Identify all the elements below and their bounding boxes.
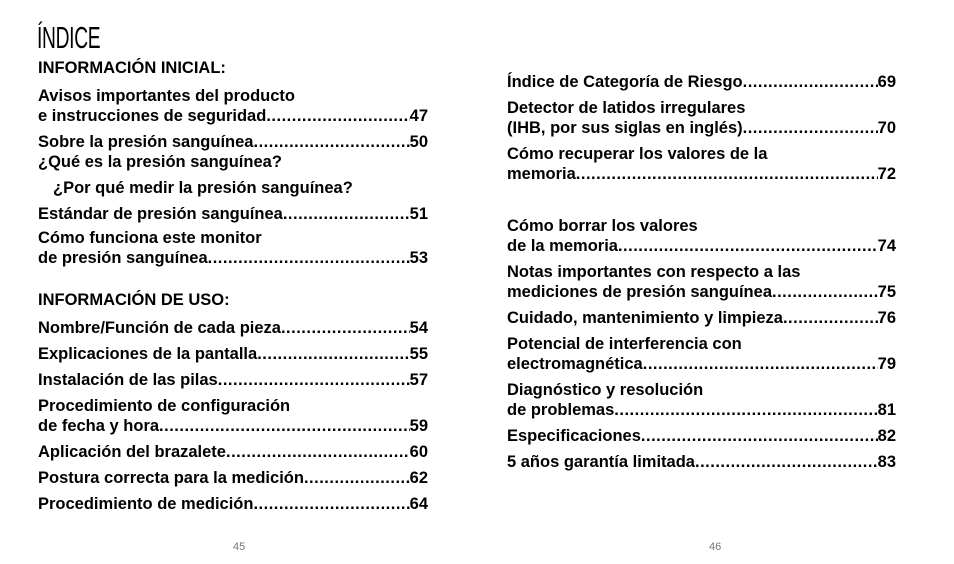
section-heading-use: INFORMACIÓN DE USO: (38, 291, 230, 309)
toc-page-number: 70 (877, 119, 896, 137)
toc-page-number: 62 (409, 469, 428, 487)
toc-entry-por-que-medir[interactable] (38, 178, 428, 198)
leader-dots (618, 236, 878, 256)
leader-dots (257, 344, 409, 364)
toc-entry-nombre-funcion[interactable] (38, 318, 428, 338)
toc-entry-borrar[interactable] (507, 216, 896, 256)
toc-page-number: 75 (877, 283, 896, 301)
toc-entry-garantia[interactable] (507, 452, 896, 472)
leader-dots (159, 416, 410, 436)
toc-entry-text: Instalación de las pilas (38, 371, 218, 389)
leader-dots (783, 308, 878, 328)
toc-entry-brazalete[interactable] (38, 442, 428, 462)
toc-entry-text: Postura correcta para la medición (38, 469, 304, 487)
leader-dots (743, 118, 878, 138)
toc-entry-text: e instrucciones de seguridad (38, 107, 267, 125)
toc-page-number: 55 (409, 345, 428, 363)
toc-page-number: 74 (877, 237, 896, 255)
toc-entry-text: Sobre la presión sanguínea (38, 133, 254, 151)
toc-entry-pilas[interactable] (38, 370, 428, 390)
toc-page-number: 47 (409, 107, 428, 125)
leader-dots (253, 132, 409, 152)
toc-entry-text: Detector de latidos irregulares (507, 99, 746, 117)
toc-page-number: 60 (409, 443, 428, 461)
toc-page-number: 83 (877, 453, 896, 471)
toc-right-column (507, 72, 896, 472)
toc-entry-avisos[interactable] (38, 86, 428, 126)
leader-dots (304, 468, 410, 488)
leader-dots (576, 164, 878, 184)
leader-dots (643, 354, 878, 374)
toc-entry-text: (IHB, por sus siglas en inglés) (507, 119, 743, 137)
toc-page-number: 72 (877, 165, 896, 183)
leader-dots (641, 426, 878, 446)
leader-dots (695, 452, 878, 472)
page-number-right: 46 (709, 541, 722, 553)
toc-page-number: 64 (409, 495, 428, 513)
leader-dots (281, 318, 410, 338)
toc-entry-text: Cómo recuperar los valores de la (507, 145, 768, 163)
toc-entry-sobre-presion[interactable] (38, 132, 428, 172)
leader-dots (226, 442, 410, 462)
toc-page-number: 57 (409, 371, 428, 389)
leader-dots (283, 204, 410, 224)
toc-entry-ihb[interactable] (507, 98, 896, 138)
toc-entry-text: Cómo borrar los valores (507, 217, 698, 235)
leader-dots (266, 106, 409, 126)
toc-entry-text: ¿Por qué medir la presión sanguínea? (53, 179, 353, 197)
toc-page-number: 69 (877, 73, 896, 91)
toc-entry-text: de la memoria (507, 237, 618, 255)
leader-dots (253, 494, 409, 514)
toc-entry-diagnostico[interactable] (507, 380, 896, 420)
toc-entry-text: Cómo funciona este monitor (38, 229, 262, 247)
toc-entry-postura[interactable] (38, 468, 428, 488)
toc-entry-interferencia[interactable] (507, 334, 896, 374)
leader-dots (218, 370, 410, 390)
toc-entry-text: Procedimiento de configuración (38, 397, 291, 415)
toc-entry-text: Notas importantes con respecto a las (507, 263, 801, 281)
toc-page-number: 53 (409, 249, 428, 267)
toc-page-number: 54 (409, 319, 428, 337)
toc-entry-cuidado[interactable] (507, 308, 896, 328)
toc-entry-text: electromagnética (507, 355, 643, 373)
toc-page-number: 59 (409, 417, 428, 435)
toc-page-number: 82 (877, 427, 896, 445)
toc-page-number: 51 (409, 205, 428, 223)
toc-entry-text: Procedimiento de medición (38, 495, 254, 513)
toc-entry-estandar[interactable] (38, 204, 428, 224)
toc-entry-text: de fecha y hora (38, 417, 160, 435)
toc-entry-recuperar[interactable] (507, 144, 896, 184)
leader-dots (743, 72, 878, 92)
leader-dots (772, 282, 878, 302)
toc-page-number: 79 (877, 355, 896, 373)
toc-entry-text: Especificaciones (507, 427, 641, 445)
toc-entry-text: Potencial de interferencia con (507, 335, 742, 353)
toc-entry-procedimiento-medicion[interactable] (38, 494, 428, 514)
toc-entry-especificaciones[interactable] (507, 426, 896, 446)
toc-entry-text: Estándar de presión sanguínea (38, 205, 283, 223)
toc-entry-text: memoria (507, 165, 576, 183)
page-title: ÍNDICE (37, 20, 101, 55)
toc-page-number: 50 (409, 133, 428, 151)
toc-entry-text: Aplicación del brazalete (38, 443, 226, 461)
toc-entry-configuracion[interactable] (38, 396, 428, 436)
toc-entry-explicaciones[interactable] (38, 344, 428, 364)
toc-entry-text: de problemas (507, 401, 615, 419)
toc-entry-text: mediciones de presión sanguínea (507, 283, 772, 301)
page-number-left: 45 (233, 541, 246, 553)
toc-entry-text: Diagnóstico y resolución (507, 381, 704, 399)
toc-entry-text: Cuidado, mantenimiento y limpieza (507, 309, 783, 327)
toc-entry-text: Avisos importantes del producto (38, 87, 296, 105)
section-heading-initial: INFORMACIÓN INICIAL: (38, 59, 226, 77)
toc-left-column (38, 58, 428, 514)
toc-entry-text: Nombre/Función de cada pieza (38, 319, 281, 337)
toc-entry-indice-riesgo[interactable] (507, 72, 896, 92)
toc-entry-notas-importantes[interactable] (507, 262, 896, 302)
leader-dots (614, 400, 877, 420)
toc-page-number: 76 (877, 309, 896, 327)
toc-entry-text: Índice de Categoría de Riesgo (507, 73, 743, 91)
toc-entry-como-funciona[interactable] (38, 228, 428, 268)
toc-entry-text: 5 años garantía limitada (507, 453, 695, 471)
toc-entry-text: ¿Qué es la presión sanguínea? (38, 153, 282, 171)
toc-entry-text: Explicaciones de la pantalla (38, 345, 258, 363)
toc-entry-text: de presión sanguínea (38, 249, 208, 267)
leader-dots (208, 248, 410, 268)
toc-page-number: 81 (877, 401, 896, 419)
